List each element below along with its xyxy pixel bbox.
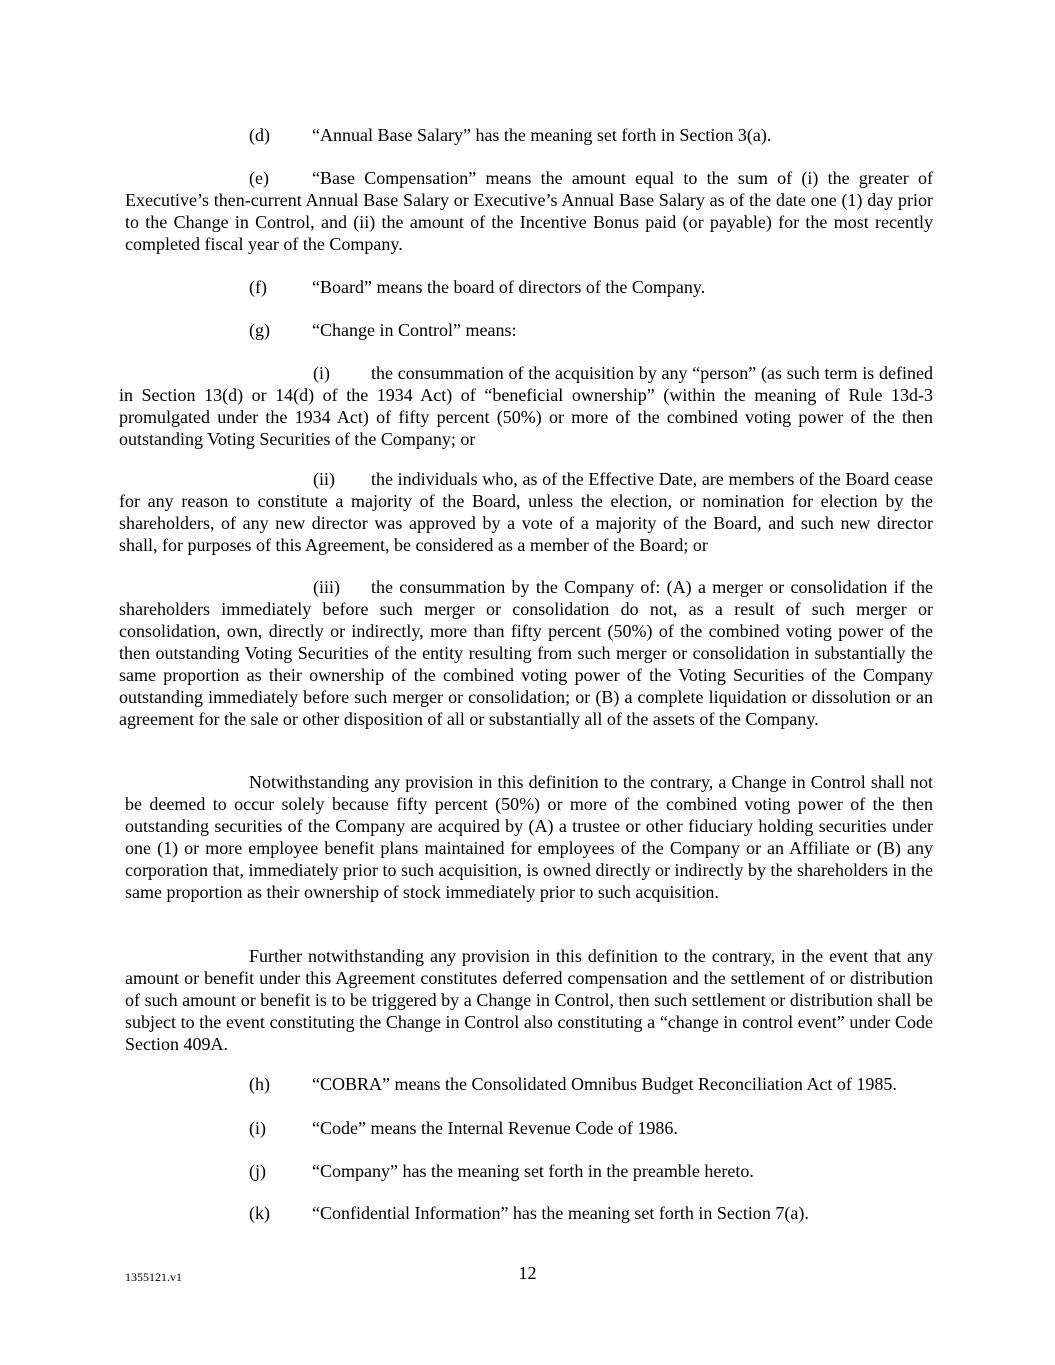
definition-number: (g) (249, 320, 270, 340)
note-text: Notwithstanding any provision in this definition to the contrary, a Change in Control shall not be deemed to occur solely because fifty percent (50%) or more of the combined voting power of the then outstanding securities of the Company are acquired by (A) a trustee or other fiduciary holding securities under one (1) or more employee benefit plans maintained for employees of the Company or an Affiliate or (B) any corporation that, immediately prior to such acquisition, is owned directly or indirectly by the shareholders in the same proportion as their ownership of stock immediately prior to such acquisition. (125, 772, 933, 902)
definition-g-i (119, 362, 933, 450)
definition-d (249, 124, 935, 146)
definition-text: “COBRA” means the Consolidated Omnibus Budget Reconciliation Act of 1985. (312, 1074, 897, 1094)
definition-text: “Code” means the Internal Revenue Code of 1986. (312, 1118, 678, 1138)
definition-j (249, 1160, 935, 1182)
definition-number: (h) (249, 1074, 270, 1094)
definition-h (249, 1073, 935, 1095)
definition-text: “Confidential Information” has the meaning set forth in Section 7(a). (312, 1203, 809, 1223)
definition-g-iii (119, 576, 933, 730)
definition-g-note-2 (125, 945, 933, 1055)
clause-text: the consummation of the acquisition by any “person” (as such term is defined in Section 13(d) or 14(d) of the 1934 Act) of “beneficial ownership” (within the meaning of Rule 13d-3 promulgated under the 1934 Act) of fifty percent (50%) or more of the combined voting power of the then outstanding Voting Securities of the Company; or (119, 363, 933, 449)
definition-number: (j) (249, 1161, 266, 1181)
clause-number: (i) (313, 363, 330, 383)
definition-text: “Base Compensation” means the amount equal to the sum of (i) the greater of Executive’s then-current Annual Base Salary or Executive’s Annual Base Salary as of the date one (1) day prior to the Change in Control, and (ii) the amount of the Incentive Bonus paid (or payable) for the most recently completed fiscal year of the Company. (125, 168, 933, 254)
page-number: 12 (518, 1263, 537, 1283)
definition-text: “Change in Control” means: (312, 320, 517, 340)
definition-number: (i) (249, 1118, 266, 1138)
definition-i (249, 1117, 935, 1139)
clause-number: (ii) (313, 469, 335, 489)
definition-text: “Annual Base Salary” has the meaning set forth in Section 3(a). (312, 125, 772, 145)
definition-k (249, 1202, 935, 1224)
definition-e (125, 167, 933, 255)
document-code: 1355121.v1 (125, 1270, 182, 1284)
definition-g-note-1 (125, 771, 933, 903)
definition-f (249, 276, 935, 298)
clause-text: the consummation by the Company of: (A) a merger or consolidation if the shareholders immediately before such merger or consolidation do not, as a result of such merger or consolidation, own, directly or indirectly, more than fifty percent (50%) of the combined voting power of the then outstanding Voting Securities of the entity resulting from such merger or consolidation in substantially the same proportion as their ownership of the combined voting power of the Voting Securities of the Company outstanding immediately before such merger or consolidation; or (B) a complete liquidation or dissolution or an agreement for the sale or other disposition of all or substantially all of the assets of the Company. (119, 577, 933, 729)
note-text: Further notwithstanding any provision in this definition to the contrary, in the event that any amount or benefit under this Agreement constitutes deferred compensation and the settlement of or distribution of such amount or benefit is to be triggered by a Change in Control, then such settlement or distribution shall be subject to the event constituting the Change in Control also constituting a “change in control event” under Code Section 409A. (125, 946, 933, 1054)
definition-text: “Company” has the meaning set forth in the preamble hereto. (312, 1161, 754, 1181)
definition-g-ii (119, 468, 933, 556)
definition-number: (d) (249, 125, 270, 145)
definition-number: (e) (249, 168, 269, 188)
definition-g (249, 319, 935, 341)
definition-text: “Board” means the board of directors of the Company. (312, 277, 706, 297)
definition-number: (k) (249, 1203, 270, 1223)
clause-number: (iii) (313, 577, 340, 597)
definition-number: (f) (249, 277, 267, 297)
clause-text: the individuals who, as of the Effective Date, are members of the Board cease for any reason to constitute a majority of the Board, unless the election, or nomination for election by the shareholders, of any new director was approved by a vote of a majority of the Board, and such new director shall, for purposes of this Agreement, be considered as a member of the Board; or (119, 469, 933, 555)
